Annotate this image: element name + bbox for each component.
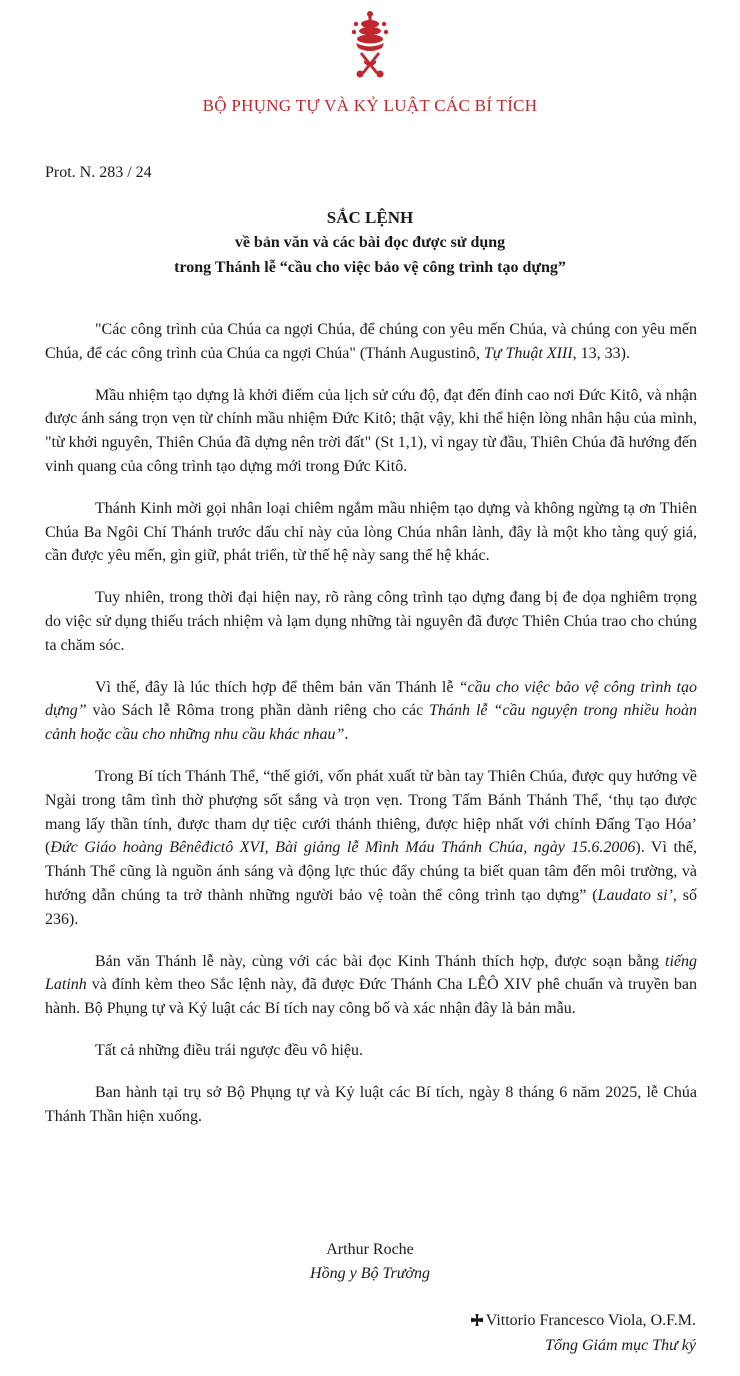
paragraph-9: Ban hành tại trụ sở Bộ Phụng tự và Kỷ luật các Bí tích, ngày 8 tháng 6 năm 2025, lễ Chúa Thánh Thần hiện xuống. <box>45 1083 697 1125</box>
paragraph-7: Bản văn Thánh lễ này, cùng với các bài đọc Kinh Thánh thích hợp, được soạn bằng tiếng Latinh và đính kèm theo Sắc lệnh này, đã được Đức Thánh Cha LÊÔ XIV phê chuẩn và truyền ban hành. Bộ Phụng tự và Kỷ luật các Bí tích nay công bố và xác nhận đây là bản mẫu. <box>45 952 697 1018</box>
issuing-office: BỘ PHỤNG TỰ VÀ KỶ LUẬT CÁC BÍ TÍCH <box>202 96 538 115</box>
title-line-3: trong Thánh lễ “cầu cho việc bảo vệ công trình tạo dựng” <box>174 259 566 276</box>
paragraph-4: Tuy nhiên, trong thời đại hiện nay, rõ ràng công trình tạo dựng đang bị đe dọa nghiêm trọng do việc sử dụng thiếu trách nhiệm và lạm dụng những tài nguyên đã được Thiên Chúa trao cho chúng ta chăm sóc. <box>45 589 697 654</box>
secretary-title: Tổng Giám mục Thư ký <box>545 1337 696 1354</box>
prefect-signature <box>0 1238 740 1286</box>
paragraph-1: "Các công trình của Chúa ca ngợi Chúa, để chúng con yêu mến Chúa, và chúng con yêu mến Chúa, để các công trình của Chúa ca ngợi Chúa" (Thánh Augustinô, Tự Thuật XIII, 13, 33). <box>45 321 697 362</box>
paragraph-6: Trong Bí tích Thánh Thể, “thế giới, vốn phát xuất từ bàn tay Thiên Chúa, được quy hướng về Ngài trong tâm tình thờ phượng sốt sắng và trọn vẹn. Trong Tấm Bánh Thánh Thể, ‘thụ tạo được mang lấy thần tính, được tham dự tiệc cưới thánh thiêng, được hiệp nhất với chính Đấng Tạo Hóa’ (Đức Giáo hoàng Bênêđictô XVI, Bài giảng lễ Mình Máu Thánh Chúa, ngày 15.6.2006). Vì thế, Thánh Thể cũng là nguồn ánh sáng và động lực thúc đẩy chúng ta biết quan tâm đến môi trường, và hướng dẫn chúng ta trở thành những người bảo vệ toàn thể công trình tạo dựng” (Laudato si’, số 236). <box>45 767 698 928</box>
prefect-name: Arthur Roche <box>326 1241 414 1258</box>
decree-body <box>45 318 697 1146</box>
paragraph-3: Thánh Kinh mời gọi nhân loại chiêm ngắm mầu nhiệm tạo dựng và không ngừng tạ ơn Thiên Chúa Ba Ngôi Chí Thánh trước dấu chỉ này của lòng Chúa nhân lành, đây là một kho tàng quý giá, cần được yêu mến, gìn giữ, phát triển, từ thế hệ này sang thế hệ khác. <box>45 499 697 565</box>
secretary-name-line <box>471 1308 696 1333</box>
cross-icon <box>471 1314 483 1326</box>
secretary-name: Vittorio Francesco Viola, O.F.M. <box>485 1312 696 1329</box>
paragraph-5: Vì thế, đây là lúc thích hợp để thêm bản văn Thánh lễ “cầu cho việc bảo vệ công trình tạo dựng” vào Sách lễ Rôma trong phần dành riêng cho các Thánh lễ “cầu nguyện trong nhiều hoàn cảnh hoặc cầu cho những nhu cầu khác nhau”. <box>45 678 698 744</box>
paragraph-2: Mầu nhiệm tạo dựng là khởi điểm của lịch sử cứu độ, đạt đến đỉnh cao nơi Đức Kitô, và nhận được ánh sáng trọn vẹn từ chính mầu nhiệm Đức Kitô; thật vậy, khi thể hiện lòng nhân hậu của mình, "từ khởi nguyên, Thiên Chúa đã dựng nên trời đất" (St 1,1), vì ngay từ đầu, Thiên Chúa đã hướng đến vinh quang của công trình tạo dựng mới trong Đức Kitô. <box>45 386 697 475</box>
title-line-2: về bản văn và các bài đọc được sử dụng <box>234 234 506 251</box>
paragraph-8: Tất cả những điều trái ngược đều vô hiệu. <box>95 1041 363 1059</box>
papal-emblem-icon <box>346 10 394 80</box>
document-title <box>0 205 740 280</box>
prefect-title: Hồng y Bộ Trưởng <box>310 1265 430 1282</box>
secretary-signature <box>471 1308 696 1358</box>
title-line-1: SẮC LỆNH <box>326 208 414 227</box>
protocol-number: Prot. N. 283 / 24 <box>45 164 152 181</box>
